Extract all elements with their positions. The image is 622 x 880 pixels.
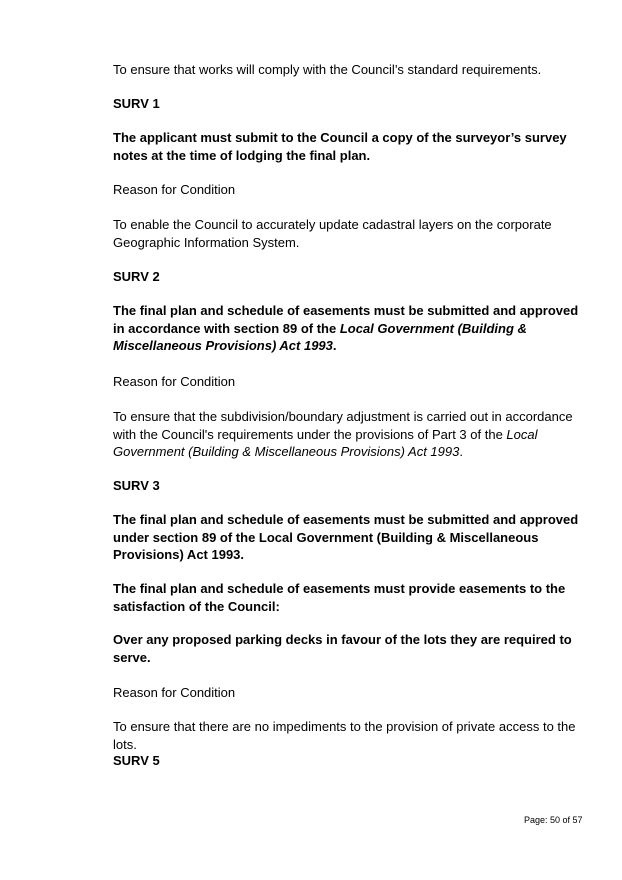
surv5-heading: SURV 5	[113, 753, 160, 768]
surv2-condition-act-title: Local Government (Building & Miscellaneous Provisions) Act 1993	[113, 320, 527, 353]
surv2-heading: SURV 2	[113, 269, 160, 284]
surv3-condition-2: The final plan and schedule of easements must provide easements to the satisfaction of the Council:	[113, 581, 566, 614]
surv2-reason-part1: To ensure that the subdivision/boundary adjustment is carried out in accordance with the Council's requirements under the provisions of Part 3 of the	[113, 409, 573, 442]
intro-reason-text: To ensure that works will comply with the Council’s standard requirements.	[113, 62, 542, 77]
surv2-reason-act-title: Local Government (Building & Miscellaneous Provisions) Act 1993	[113, 426, 538, 459]
surv1-heading: SURV 1	[113, 96, 160, 111]
surv2-condition-part1: The final plan and schedule of easements must be submitted and approved in accordance with section 89 of the	[113, 303, 579, 336]
surv3-condition-1: The final plan and schedule of easements must be submitted and approved under section 89 of the Local Government (Building & Miscellaneous Provisions) Act 1993.	[113, 512, 579, 562]
surv3-reason-label: Reason for Condition	[113, 685, 236, 700]
surv2-reason-text	[113, 408, 583, 461]
surv1-condition: The applicant must submit to the Council a copy of the surveyor’s survey notes at the time of lodging the final plan.	[113, 130, 567, 163]
surv1-reason-text: To enable the Council to accurately update cadastral layers on the corporate Geographic Information System.	[113, 217, 552, 250]
surv3-reason-text: To ensure that there are no impediments to the provision of private access to the lots.	[113, 719, 576, 752]
surv1-reason-label: Reason for Condition	[113, 182, 236, 197]
surv2-reason-label: Reason for Condition	[113, 374, 236, 389]
surv2-condition	[113, 302, 583, 355]
surv2-reason-part2: .	[459, 444, 463, 459]
surv2-condition-part2: .	[332, 338, 337, 353]
surv3-condition-3: Over any proposed parking decks in favour of the lots they are required to serve.	[113, 632, 572, 665]
surv3-heading: SURV 3	[113, 478, 160, 493]
page-number-footer: Page: 50 of 57	[524, 815, 583, 825]
